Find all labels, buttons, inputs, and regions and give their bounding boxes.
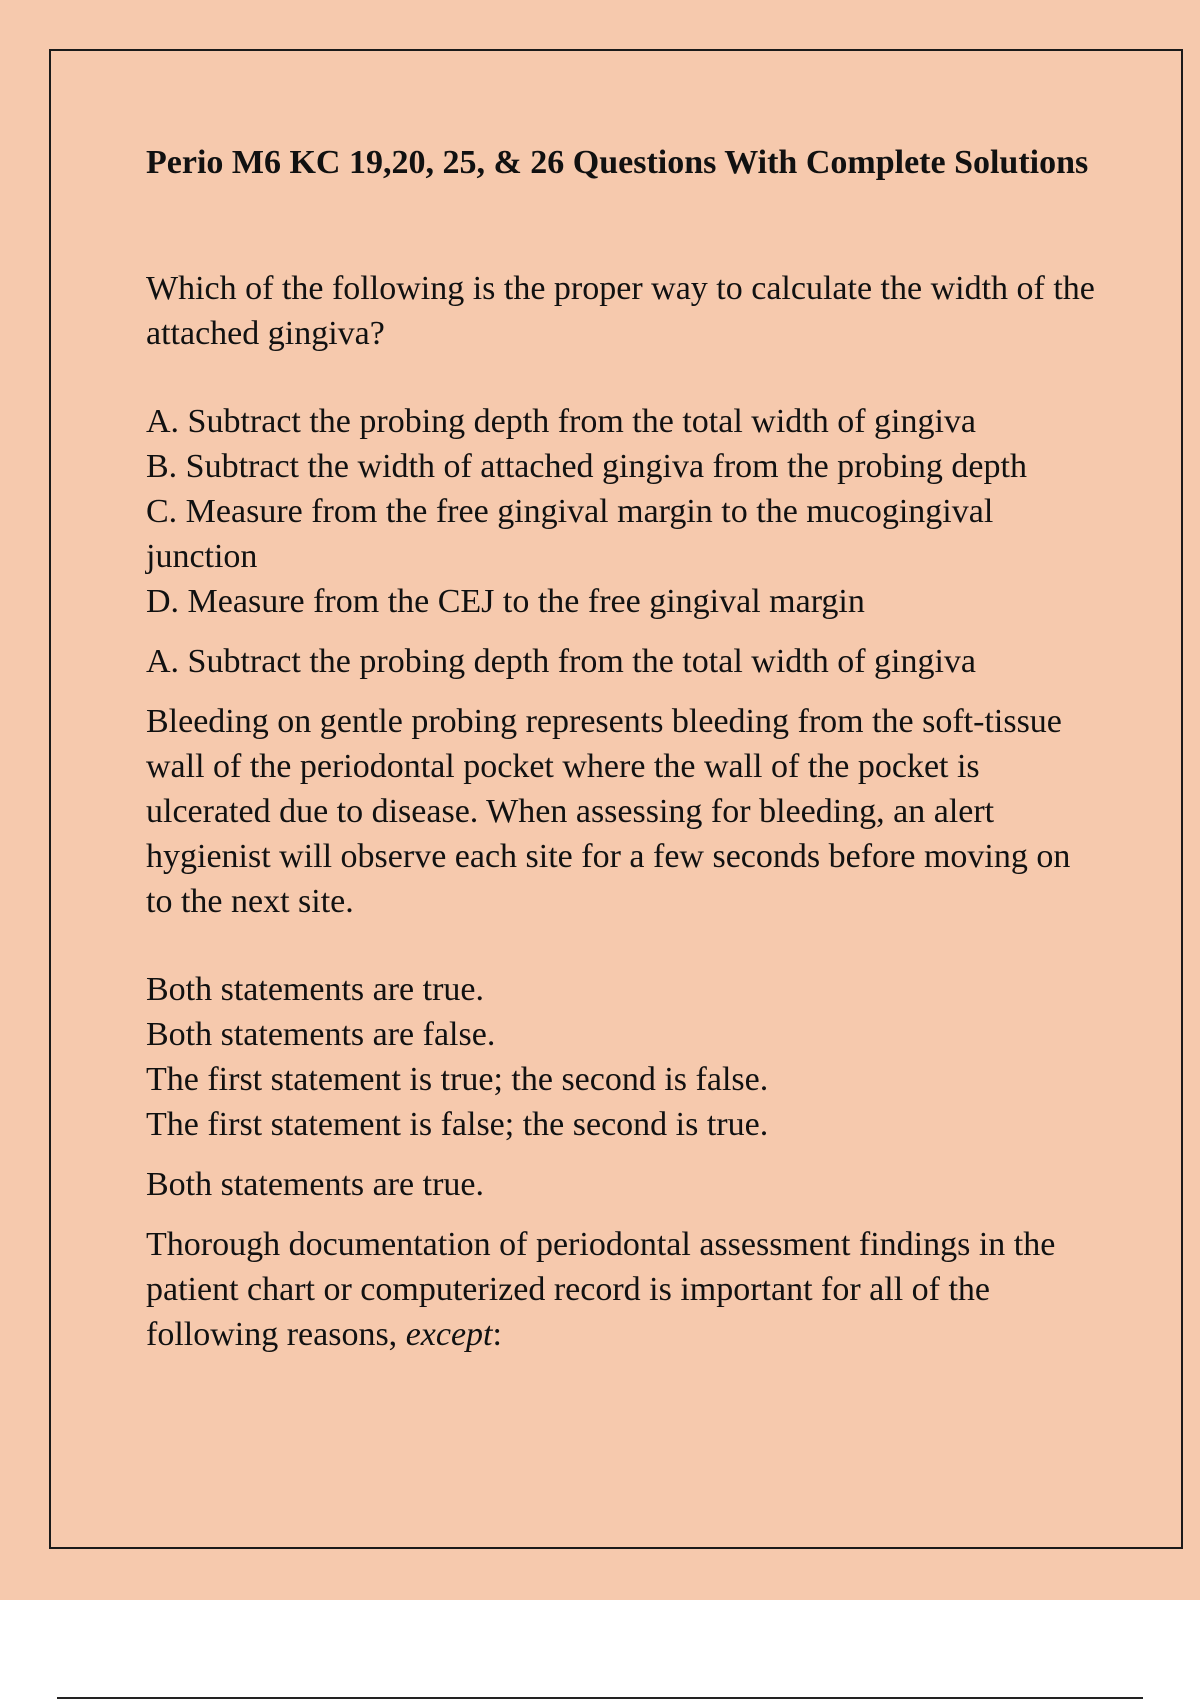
page-divider: [57, 1697, 1143, 1699]
question-1-option-c: C. Measure from the free gingival margin to the mucogingival junction: [146, 493, 994, 575]
question-3-text-emphasis: except: [405, 1316, 493, 1353]
question-1-option-a: A. Subtract the probing depth from the total width of gingiva: [146, 403, 977, 440]
question-2-text: Bleeding on gentle probing represents bleeding from the soft-tissue wall of the periodontal pocket where the wall of the pocket is ulcerated due to disease. When assessing for bleeding, an alert hygienist will observe each site for a few seconds before moving on to the next site.: [146, 703, 1071, 920]
question-2-option-4: The first statement is false; the second is true.: [146, 1106, 769, 1143]
question-3-text-end: :: [492, 1316, 502, 1353]
document-content: [146, 140, 1096, 1357]
question-1-text: Which of the following is the proper way to calculate the width of the attached gingiva?: [146, 270, 1095, 352]
question-3-text-main: Thorough documentation of periodontal assessment findings in the patient chart or computerized record is important for all of the following reasons,: [146, 1226, 1056, 1353]
document-title: Perio M6 KC 19,20, 25, & 26 Questions With Complete Solutions: [146, 144, 1089, 181]
question-1-answer: A. Subtract the probing depth from the total width of gingiva: [146, 643, 977, 680]
question-1-option-d: D. Measure from the CEJ to the free gingival margin: [146, 583, 865, 620]
question-2-option-1: Both statements are true.: [146, 971, 485, 1008]
question-1-option-b: B. Subtract the width of attached gingiva from the probing depth: [146, 448, 1027, 485]
question-2-option-2: Both statements are false.: [146, 1016, 496, 1053]
question-2-answer: Both statements are true.: [146, 1166, 485, 1203]
question-3-text: [146, 1222, 1096, 1357]
question-1-options: [146, 399, 1096, 624]
question-2-options: [146, 967, 1096, 1147]
question-2-option-3: The first statement is true; the second is false.: [146, 1061, 769, 1098]
